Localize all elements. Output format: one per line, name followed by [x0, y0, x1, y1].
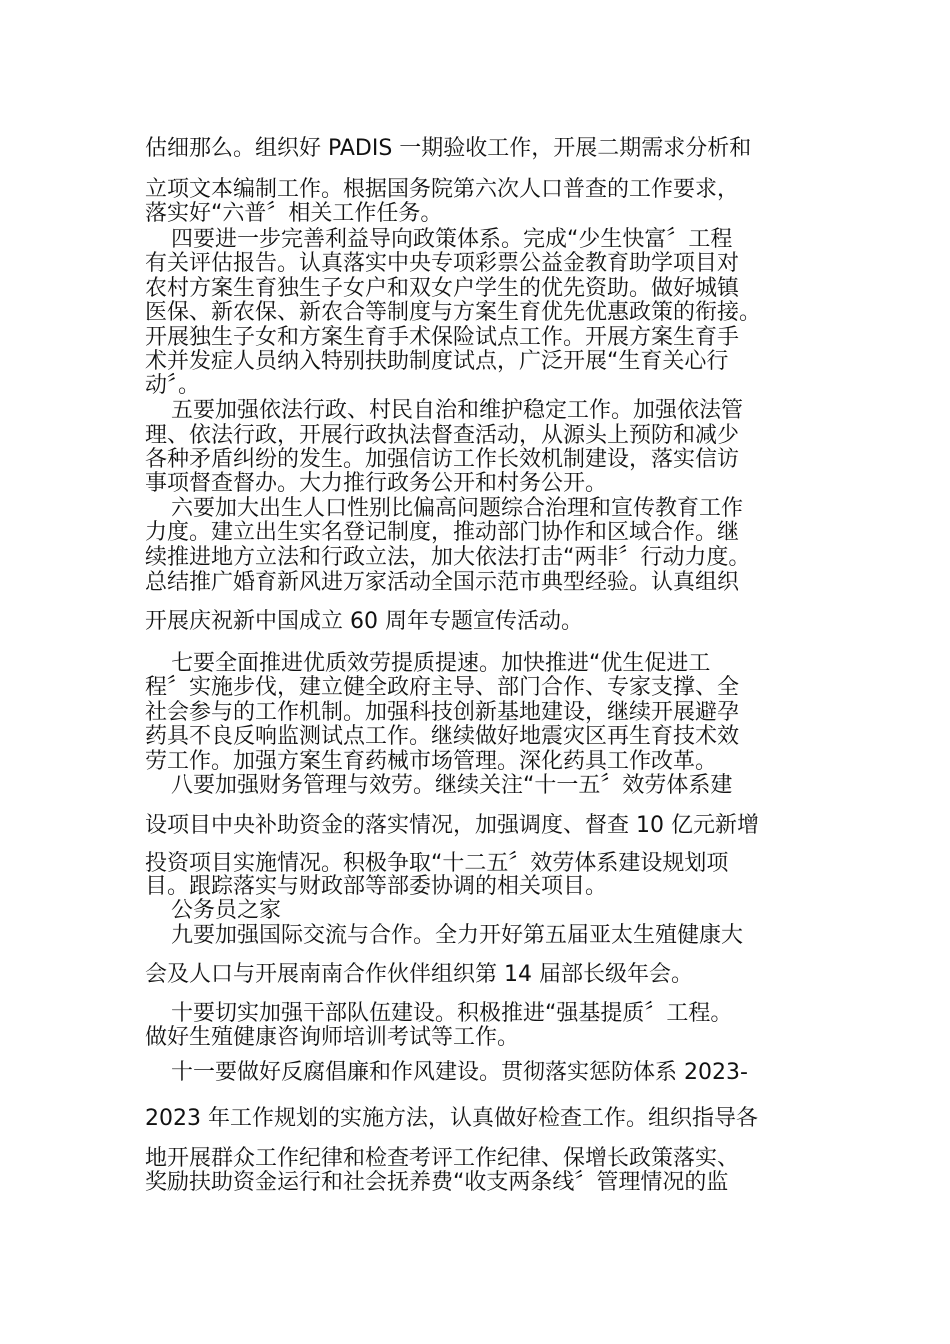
- text-line: 奖励扶助资金运行和社会抚养费“收支两条线〞管理情况的监: [145, 1170, 729, 1195]
- text-line: 立项文本编制工作。根据国务院第六次人口普查的工作要求，: [145, 177, 740, 202]
- text-line: 目。跟踪落实与财政部等部委协调的相关项目。: [145, 874, 608, 899]
- text-line: 社会参与的工作机制。加强科技创新基地建设，继续开展避孕: [145, 700, 740, 725]
- text-line: 术并发症人员纳入特别扶助制度试点，广泛开展“生育关心行: [145, 349, 729, 374]
- text-line: 2023 年工作规划的实施方法，认真做好检查工作。组织指导各: [145, 1106, 758, 1131]
- text-line: 地开展群众工作纪律和检查考评工作纪律、保增长政策落实、: [145, 1146, 740, 1171]
- text-line: 四要进一步完善利益导向政策体系。完成“少生快富〞工程: [171, 227, 733, 252]
- text-line: 五要加强依法行政、村民自治和维护稳定工作。加强依法管: [171, 398, 744, 423]
- text-line: 七要全面推进优质效劳提质提速。加快推进“优生促进工: [171, 651, 711, 676]
- text-line: 十要切实加强干部队伍建设。积极推进“强基提质〞工程。: [171, 1001, 733, 1026]
- text-line: 农村方案生育独生子女户和双女户学生的优先资助。做好城镇: [145, 276, 740, 301]
- text-line: 做好生殖健康咨询师培训考试等工作。: [145, 1025, 520, 1050]
- text-line: 九要加强国际交流与合作。全力开好第五届亚太生殖健康大: [171, 923, 744, 948]
- text-line: 总结推广婚育新风进万家活动全国示范市典型经验。认真组织: [145, 570, 740, 595]
- text-line: 八要加强财务管理与效劳。继续关注“十一五〞效劳体系建: [171, 773, 733, 798]
- text-line: 劳工作。加强方案生育药械市场管理。深化药具工作改革。: [145, 749, 718, 774]
- text-line: 续推进地方立法和行政立法，加大依法打击“两非〞行动力度。: [145, 545, 751, 570]
- text-line: 事项督查督办。大力推行政务公开和村务公开。: [145, 471, 608, 496]
- text-line: 落实好“六普〞相关工作任务。: [145, 201, 443, 226]
- text-line: 开展独生子女和方案生育手术保险试点工作。开展方案生育手: [145, 325, 740, 350]
- text-line: 估细那么。组织好 PADIS 一期验收工作，开展二期需求分析和: [145, 136, 752, 161]
- text-line: 程〞实施步伐，建立健全政府主导、部门合作、专家支撑、全: [145, 675, 740, 700]
- text-line: 十一要做好反腐倡廉和作风建设。贯彻落实惩防体系 2023-: [171, 1060, 748, 1085]
- text-line: 各种矛盾纠纷的发生。加强信访工作长效机制建设，落实信访: [145, 447, 740, 472]
- text-line: 六要加大出生人口性别比偏高问题综合治理和宣传教育工作: [171, 496, 744, 521]
- text-line: 力度。建立出生实名登记制度，推动部门协作和区域合作。继: [145, 520, 740, 545]
- text-line: 开展庆祝新中国成立 60 周年专题宣传活动。: [145, 609, 583, 634]
- text-line: 医保、新农保、新农合等制度与方案生育优先优惠政策的衔接。: [145, 300, 762, 325]
- text-line: 会及人口与开展南南合作伙伴组织第 14 届部长级年会。: [145, 962, 693, 987]
- text-line: 设项目中央补助资金的落实情况，加强调度、督查 10 亿元新增: [145, 813, 759, 838]
- text-line: 投资项目实施情况。积极争取“十二五〞效劳体系建设规划项: [145, 851, 729, 876]
- text-line: 理、依法行政，开展行政执法督查活动，从源头上预防和减少: [145, 423, 740, 448]
- text-line: 药具不良反响监测试点工作。继续做好地震灾区再生育技术效: [145, 724, 740, 749]
- text-line: 有关评估报告。认真落实中央专项彩票公益金教育助学项目对: [145, 251, 740, 276]
- text-line: 公务员之家: [171, 898, 282, 923]
- text-line: 动〞。: [145, 373, 201, 398]
